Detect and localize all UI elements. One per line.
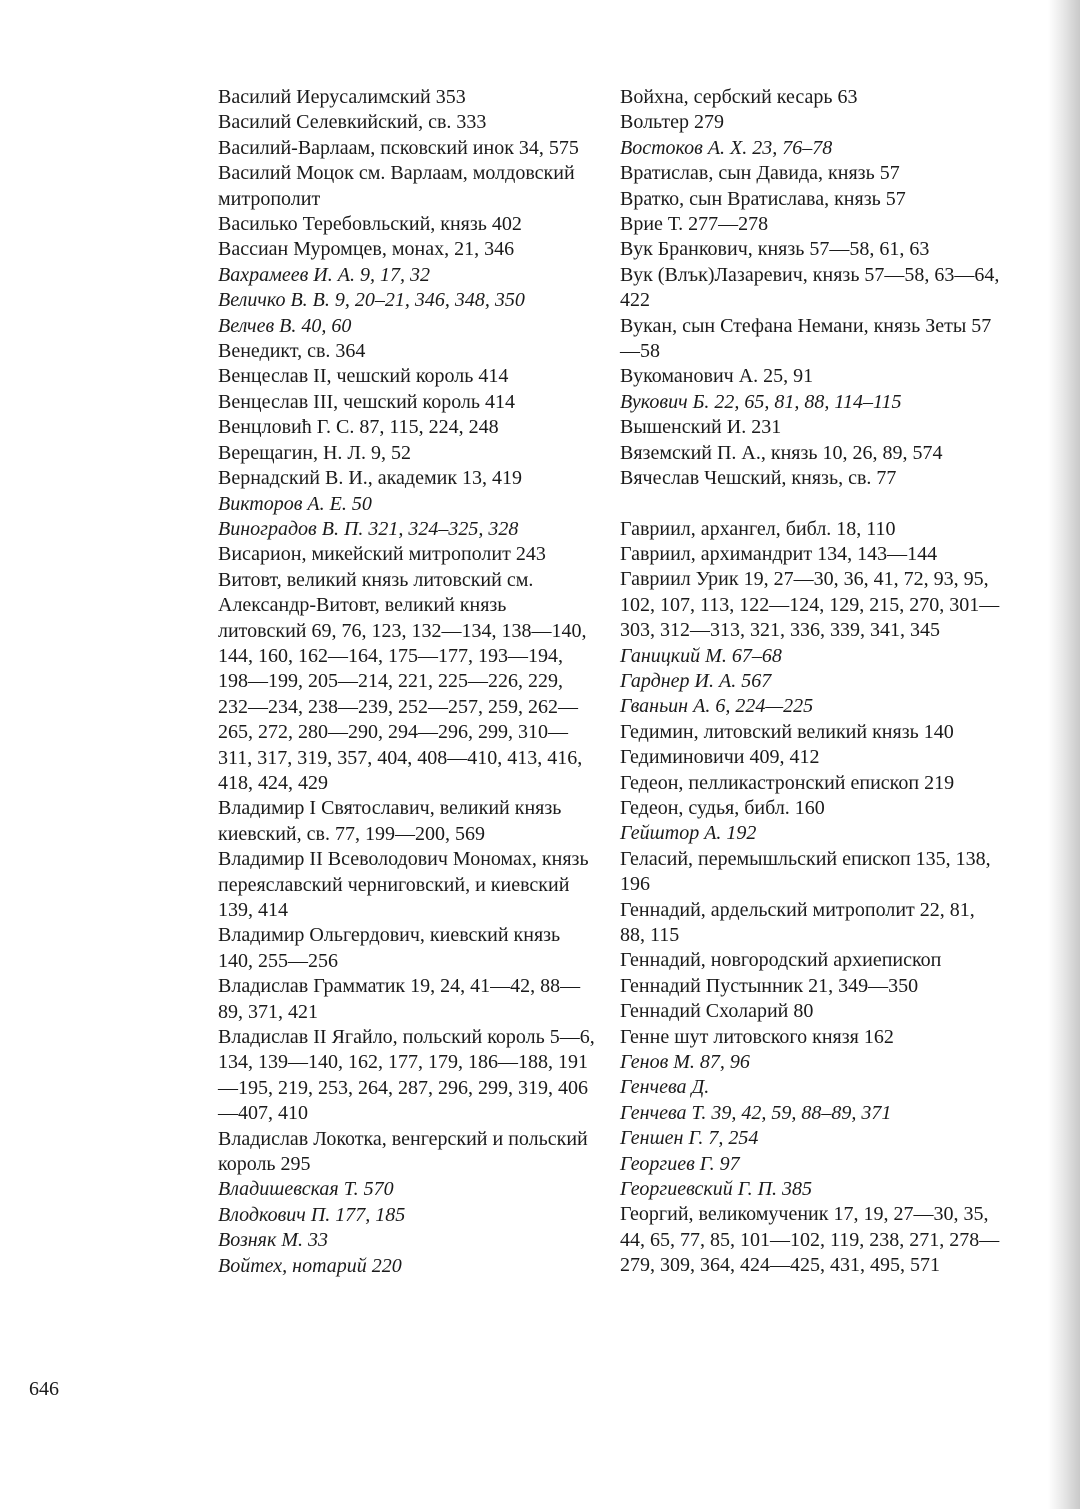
index-entry: Вахрамеев И. А. 9, 17, 32 xyxy=(218,263,430,286)
index-entry: Геннадий, ардельский митрополит 22, 81, 88, 115 xyxy=(620,898,975,946)
index-entry: Вяземский П. А., князь 10, 26, 89, 574 xyxy=(620,441,943,464)
index-entry: Вук (Влък)Лазаревич, князь 57—58, 63—64, 422 xyxy=(620,263,1000,312)
index-entry: Гедеон, пелликастронский епископ 219 xyxy=(620,771,955,794)
index-entry: Геласий, перемышльский епископ 135, 138, 196 xyxy=(620,847,991,896)
index-entry: Витовт, великий князь литовский см. Александр-Витовт, великий князь литовский 69, 76, 123, 132—134, 138—140, 144, 160, 162—164, 175—177, 193—194, 198—199, 205—214, 221, 225—226, 229, 232—234, 238—239, 252—257, 259, 262—265, 272, 280—290, 294—296, 299, 310—311, 317, 319, 357, 404, 408—410, 413, 416, 418, 424, 429 xyxy=(218,568,587,794)
index-entry: Генчева Д. xyxy=(620,1076,710,1099)
index-entry: Вук Бранкович, князь 57—58, 61, 63 xyxy=(620,238,930,261)
index-entry: Гавриил, архимандрит 134, 143—144 xyxy=(620,542,938,565)
index-entry: Венцеслав II, чешский король 414 xyxy=(218,365,509,388)
index-entry: Возняк М. 33 xyxy=(218,1229,328,1252)
index-entry: Владислав Грамматик 19, 24, 41—42, 88—89, 371, 421 xyxy=(218,975,581,1023)
index-entry: Генов М. 87, 96 xyxy=(620,1051,750,1074)
index-entry: Геннадий, новгородский архиепископ xyxy=(620,949,942,972)
index-entry: Ганицкий М. 67–68 xyxy=(620,644,782,667)
index-column-right xyxy=(620,85,1000,1279)
index-entry: Войхна, сербский кесарь 63 xyxy=(620,86,858,108)
index-entry: Гейштор А. 192 xyxy=(620,822,757,845)
index-entry: Владимир Ольгердович, киевский князь 140, 255—256 xyxy=(218,924,561,972)
index-entry: Гедиминовичи 409, 412 xyxy=(620,746,820,769)
index-entry: Генне шут литовского князя 162 xyxy=(620,1025,894,1048)
index-entry: Викторов А. Е. 50 xyxy=(218,492,372,515)
index-entry: Венедикт, св. 364 xyxy=(218,340,366,363)
index-entry: Венцеслав III, чешский король 414 xyxy=(218,390,516,413)
index-entry: Вратислав, сын Давида, князь 57 xyxy=(620,162,900,185)
page-number: 646 xyxy=(29,1378,59,1400)
index-entry: Гавриил, архангел, библ. 18, 110 xyxy=(620,517,896,540)
index-entry: Владислав II Ягайло, польский король 5—6, 134, 139—140, 162, 177, 179, 186—188, 191—195, 219, 253, 264, 287, 296, 299, 319, 406—407, 410 xyxy=(218,1026,595,1125)
index-entry: Георгий, великомученик 17, 19, 27—30, 35, 44, 65, 77, 85, 101—102, 119, 238, 271, 278—279, 309, 364, 424—425, 431, 495, 571 xyxy=(620,1203,1000,1277)
index-entry: Врие Т. 277—278 xyxy=(620,213,769,236)
index-entry: Геншен Г. 7, 254 xyxy=(620,1127,759,1150)
index-entry: Верещагин, Н. Л. 9, 52 xyxy=(218,441,411,464)
index-entry: Виноградов В. П. 321, 324–325, 328 xyxy=(218,517,519,540)
index-entry: Влодкович П. 177, 185 xyxy=(218,1203,406,1226)
index-entry: Войтех, нотарий 220 xyxy=(218,1254,402,1277)
index-entry: Геннадий Схоларий 80 xyxy=(620,1000,814,1023)
index-entry: Вячеслав Чешский, князь, св. 77 xyxy=(620,467,897,490)
index-entry: Василько Теребовльский, князь 402 xyxy=(218,213,522,236)
index-entry: Вышенский И. 231 xyxy=(620,416,782,439)
index-entry: Гедеон, судья, библ. 160 xyxy=(620,796,825,819)
index-entry: Георгиевский Г. П. 385 xyxy=(620,1178,813,1201)
index-entry: Востоков А. Х. 23, 76–78 xyxy=(620,136,833,159)
index-entry: Георгиев Г. 97 xyxy=(620,1152,740,1175)
index-entry: Геннадий Пустынник 21, 349—350 xyxy=(620,974,919,997)
index-entry: Вассиан Муромцев, монах, 21, 346 xyxy=(218,238,515,261)
index-entry: Вернадский В. И., академик 13, 419 xyxy=(218,467,523,490)
index-entry: Вольтер 279 xyxy=(620,111,725,134)
index-entry: Василий Селевкийский, св. 333 xyxy=(218,111,487,134)
index-entry: Владишевская Т. 570 xyxy=(218,1178,394,1201)
index-entry: Владислав Локотка, венгерский и польский король 295 xyxy=(218,1127,588,1176)
index-entry: Василий Иерусалимский 353 xyxy=(218,86,466,108)
index-entry: Гваньин А. 6, 224—225 xyxy=(620,695,814,718)
index-entry: Владимир II Всеволодович Мономах, князь переяславский черниговский, и киевский 139, 414 xyxy=(218,848,589,921)
index-entry: Василий Моцок см. Варлаам, молдовский митрополит xyxy=(218,162,575,210)
index-entry: Владимир I Святославич, великий князь киевский, св. 77, 199—200, 569 xyxy=(218,797,562,845)
index-entry: Висарион, микейский митрополит 243 xyxy=(218,543,546,566)
index-entry: Гавриил Урик 19, 27—30, 36, 41, 72, 93, 95, 102, 107, 113, 122—124, 129, 215, 270, 301—303, 312—313, 321, 336, 339, 341, 345 xyxy=(620,568,1000,642)
index-entry: Вукан, сын Стефана Немани, князь Зеты 57—58 xyxy=(620,314,992,363)
page-edge-shadow xyxy=(1048,0,1080,1509)
index-entry: Величко В. В. 9, 20–21, 346, 348, 350 xyxy=(218,289,525,312)
index-entry: Генчева Т. 39, 42, 59, 88–89, 371 xyxy=(620,1101,892,1124)
index-column-left xyxy=(218,85,595,1279)
index-entry: Вукоманович А. 25, 91 xyxy=(620,365,814,388)
index-entry: Гарднер И. А. 567 xyxy=(620,669,772,692)
index-entry: Вукович Б. 22, 65, 81, 88, 114–115 xyxy=(620,390,902,413)
index-entry: Венцловић Г. С. 87, 115, 224, 248 xyxy=(218,416,499,439)
index-entry: Василий-Варлаам, псковский инок 34, 575 xyxy=(218,136,579,159)
index-entry: Вратко, сын Вратислава, князь 57 xyxy=(620,187,906,210)
index-entry: Велчев В. 40, 60 xyxy=(218,314,352,337)
index-entry: Гедимин, литовский великий князь 140 xyxy=(620,720,954,743)
